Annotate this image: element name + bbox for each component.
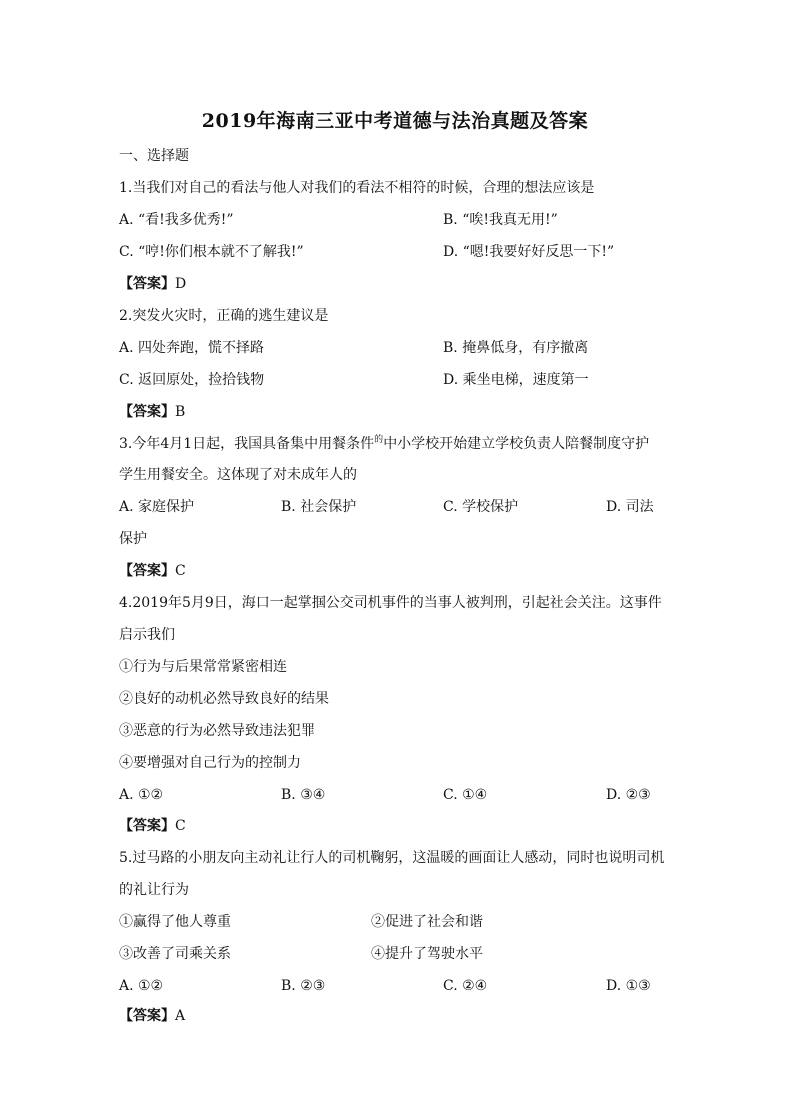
q4-option-a: A. ①② xyxy=(119,787,164,803)
q5-item-2: ②促进了社会和谐 xyxy=(371,914,483,930)
question-2-stem: 2.突发火灾时，正确的逃生建议是 xyxy=(119,308,329,324)
q1-answer: 【答案】D xyxy=(119,276,187,292)
q1-option-d: D. “嗯!我要好好反思一下!” xyxy=(443,244,615,260)
q4-answer: 【答案】C xyxy=(119,818,186,834)
q4-item-2: ②良好的动机必然导致良好的结果 xyxy=(119,691,329,707)
q5-option-d: D. ①③ xyxy=(606,978,651,994)
q2-option-a: A. 四处奔跑，慌不择路 xyxy=(119,340,265,356)
q1-option-c: C. “哼!你们根本就不了解我!” xyxy=(119,244,304,260)
question-5-stem: 5.过马路的小朋友向主动礼让行人的司机鞠躬，这温暖的画面让人感动，同时也说明司机 xyxy=(119,850,665,866)
q5-option-b: B. ②③ xyxy=(281,978,326,994)
q5-item-3: ③改善了司乘关系 xyxy=(119,946,231,962)
q3-option-a: A. 家庭保护 xyxy=(119,499,195,515)
q4-item-1: ①行为与后果常常紧密相连 xyxy=(119,659,287,675)
q5-answer: 【答案】A xyxy=(119,1008,186,1024)
question-4-stem: 4.2019年5月9日，海口一起掌掴公交司机事件的当事人被判刑，引起社会关注。这事件 xyxy=(119,595,662,611)
q4-option-b: B. ③④ xyxy=(281,787,326,803)
q3-option-b: B. 社会保护 xyxy=(281,499,357,515)
q5-option-a: A. ①② xyxy=(119,978,164,994)
q2-option-d: D. 乘坐电梯，速度第一 xyxy=(443,372,589,388)
q1-option-b: B. “唉!我真无用!” xyxy=(443,212,558,228)
question-3-stem: 3.今年4月1日起，我国具备集中用餐条件$^的$中小学校开始建立学校负责人陪餐制度守护 xyxy=(119,435,650,452)
q2-answer: 【答案】B xyxy=(119,404,186,420)
question-3-stem-line2: 学生用餐安全。这体现了对未成年人的 xyxy=(119,467,357,483)
q3-answer: 【答案】C xyxy=(119,563,186,579)
q5-item-4: ④提升了驾驶水平 xyxy=(371,946,483,962)
question-5-stem-line2: 的礼让行为 xyxy=(119,882,189,898)
question-4-stem-line2: 启示我们 xyxy=(119,627,175,643)
q2-option-c: C. 返回原处，捡拾钱物 xyxy=(119,372,265,388)
q5-option-c: C. ②④ xyxy=(443,978,488,994)
q3-option-d: D. 司法 xyxy=(606,499,654,515)
q3-option-d-wrap: 保护 xyxy=(119,531,147,547)
q2-option-b: B. 掩鼻低身，有序撤离 xyxy=(443,340,589,356)
question-1-stem: 1.当我们对自己的看法与他人对我们的看法不相符的时候，合理的想法应该是 xyxy=(119,180,595,196)
q4-option-c: C. ①④ xyxy=(443,787,488,803)
q4-option-d: D. ②③ xyxy=(606,787,651,803)
q4-item-3: ③恶意的行为必然导致违法犯罪 xyxy=(119,723,315,739)
q3-option-c: C. 学校保护 xyxy=(443,499,519,515)
page-title: 2019年海南三亚中考道德与法治真题及答案 xyxy=(201,110,589,132)
section-heading: 一、选择题 xyxy=(119,148,189,164)
q5-item-1: ①赢得了他人尊重 xyxy=(119,914,231,930)
q1-option-a: A. “看!我多优秀!” xyxy=(119,212,234,228)
q4-item-4: ④要增强对自己行为的控制力 xyxy=(119,755,301,771)
